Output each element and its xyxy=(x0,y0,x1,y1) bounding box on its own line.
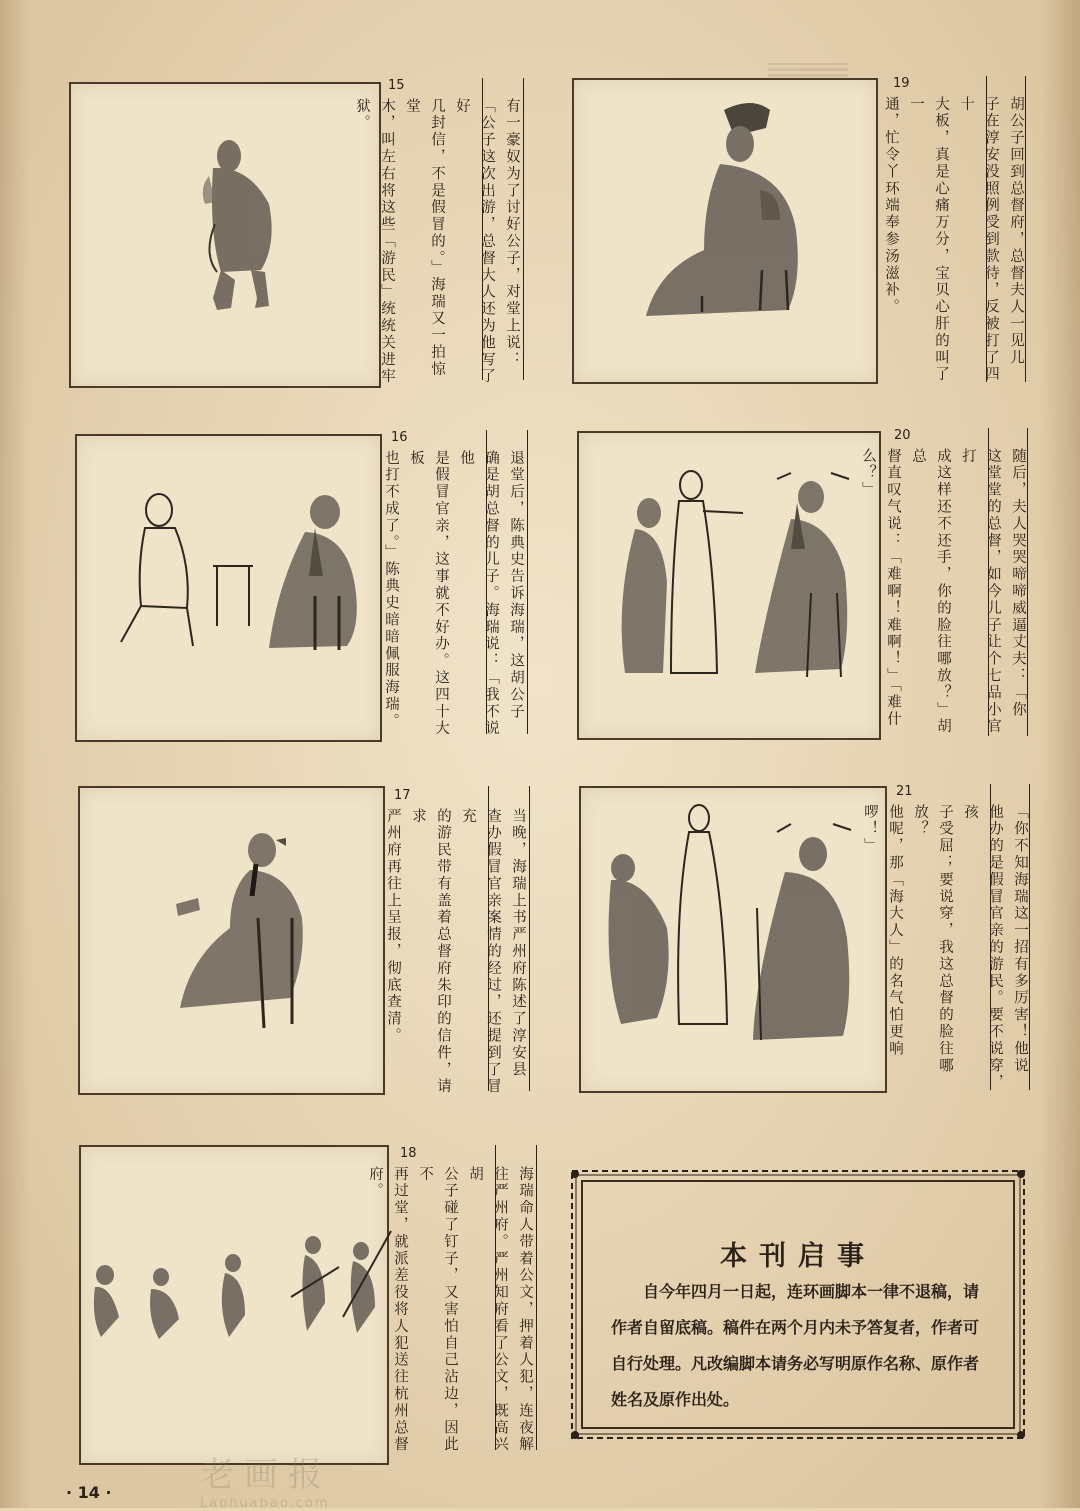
illustration-servant-standing xyxy=(71,84,379,386)
illustration-panel-15 xyxy=(69,82,381,388)
illustration-panel-16 xyxy=(75,434,382,742)
caption-21-line-3: 子受屈；要说穿，我这总督的脸往哪放？ xyxy=(912,804,953,1075)
caption-number-15: 15 xyxy=(388,78,405,93)
caption-17-line-3: 的游民带有盖着总督府朱印的信件，请求 xyxy=(410,808,451,1096)
caption-18-line-3: 公子碰了钉子，又害怕自己沾边，因此不 xyxy=(417,1166,458,1454)
caption-number-20: 20 xyxy=(894,428,911,443)
caption-20-rule xyxy=(988,428,1028,736)
caption-number-19: 19 xyxy=(893,76,910,91)
caption-19-line-4: 通，忙令丫环端奉参汤滋补。 xyxy=(883,96,899,316)
illustration-panel-19 xyxy=(572,78,878,384)
caption-19-rule xyxy=(986,76,1026,382)
caption-21-line-1: 「你不知海瑞这一招有多厉害！他说 xyxy=(1012,804,1028,1075)
illustration-governor-and-wife xyxy=(579,433,879,738)
illustration-prisoners-escorted xyxy=(81,1147,387,1463)
caption-15-rule xyxy=(482,78,524,380)
caption-number-21: 21 xyxy=(896,784,913,799)
caption-15-line-2: 「公子这次出游，总督大人还为他写了好 xyxy=(454,98,495,386)
illustration-panel-18 xyxy=(79,1145,389,1465)
notice-frame xyxy=(581,1180,1015,1429)
caption-19-line-1: 胡公子回到总督府，总督夫人一见儿 xyxy=(1008,96,1024,367)
caption-21-line-2: 他办的是假冒官亲的游民。要不说穿，孩 xyxy=(962,804,1003,1092)
caption-number-18: 18 xyxy=(400,1146,417,1161)
caption-number-17: 17 xyxy=(394,788,411,803)
illustration-panel-21 xyxy=(579,786,887,1093)
illustration-governor-explains xyxy=(581,788,885,1091)
caption-18-line-2: 往严州府。严州知府看了公文，既高兴胡 xyxy=(467,1166,508,1454)
caption-15-line-4: 木，叫左右将这些「游民」统统关进牢狱。 xyxy=(354,98,395,386)
caption-15-line-1: 有一豪奴为了讨好公子，对堂上说： xyxy=(504,98,520,369)
caption-16-rule xyxy=(486,430,528,734)
illustration-panel-20 xyxy=(577,431,881,740)
caption-19-line-3: 大板，真是心痛万分，宝贝心肝的叫了一 xyxy=(908,96,949,384)
caption-21-line-4: 他呢，那「海大人」的名气怕更响啰！」 xyxy=(862,804,903,1058)
watermark-logo: 老画报 xyxy=(200,1455,332,1495)
caption-20-line-2: 这堂堂的总督，如今儿子让个七品小官打 xyxy=(960,448,1001,736)
notice-title: 本刊启事 xyxy=(720,1241,876,1272)
caption-20-line-3: 成这样还不还手，你的脸往哪放？」胡总 xyxy=(910,448,951,736)
caption-20-line-1: 随后，夫人哭哭啼啼威逼丈夫：「你 xyxy=(1010,448,1026,719)
caption-18-line-4: 再过堂，就派差役将人犯送往杭州总督府。 xyxy=(367,1166,408,1454)
caption-17-line-2: 查办假冒官亲案情的经过，还提到了冒充 xyxy=(460,808,501,1096)
caption-16-line-4: 也打不成了。」陈典史暗暗佩服海瑞。 xyxy=(383,450,399,731)
site-watermark xyxy=(200,1447,400,1511)
caption-16-line-3: 是假冒官亲，这事就不好办。这四十大板 xyxy=(408,450,449,738)
notice-body: 自今年四月一日起，连环画脚本一律不退稿，请作者自留底稿。稿件在两个月内未予答复者，作者可自行处理。凡改编脚本请务必写明原作名称、原作者姓名及原作出处。 xyxy=(611,1282,980,1409)
caption-17-line-4: 严州府再往上呈报，彻底查清。 xyxy=(385,808,401,1045)
caption-16-line-2: 确是胡总督的儿子。海瑞说：「我不说他 xyxy=(458,450,499,738)
caption-15-line-3: 几封信，不是假冒的。」海瑞又一拍惊堂 xyxy=(404,98,445,379)
caption-16-line-1: 退堂后，陈典史告诉海瑞，这胡公子 xyxy=(508,450,524,721)
caption-18-rule xyxy=(495,1145,537,1450)
caption-17-rule xyxy=(488,786,530,1091)
caption-21-rule xyxy=(990,784,1030,1090)
caption-number-16: 16 xyxy=(391,430,408,445)
editorial-notice xyxy=(567,1166,1029,1443)
page-number: · 14 · xyxy=(66,1483,112,1502)
caption-20-line-4: 督直叹气说：「难啊！难啊！」「难什么？」 xyxy=(860,448,901,729)
watermark-url: Laohuabao.com xyxy=(200,1496,330,1511)
illustration-madam-seated xyxy=(574,80,876,382)
illustration-son-and-official-seated xyxy=(77,436,380,740)
caption-19-line-2: 子在淳安没照例受到款待，反被打了四十 xyxy=(958,96,999,384)
illustration-hai-rui-writing xyxy=(80,788,383,1093)
caption-18-line-1: 海瑞命人带着公文，押着人犯，连夜解 xyxy=(517,1166,533,1454)
caption-17-line-1: 当晚，海瑞上书严州府陈述了淳安县 xyxy=(510,808,526,1079)
illustration-panel-17 xyxy=(78,786,385,1095)
